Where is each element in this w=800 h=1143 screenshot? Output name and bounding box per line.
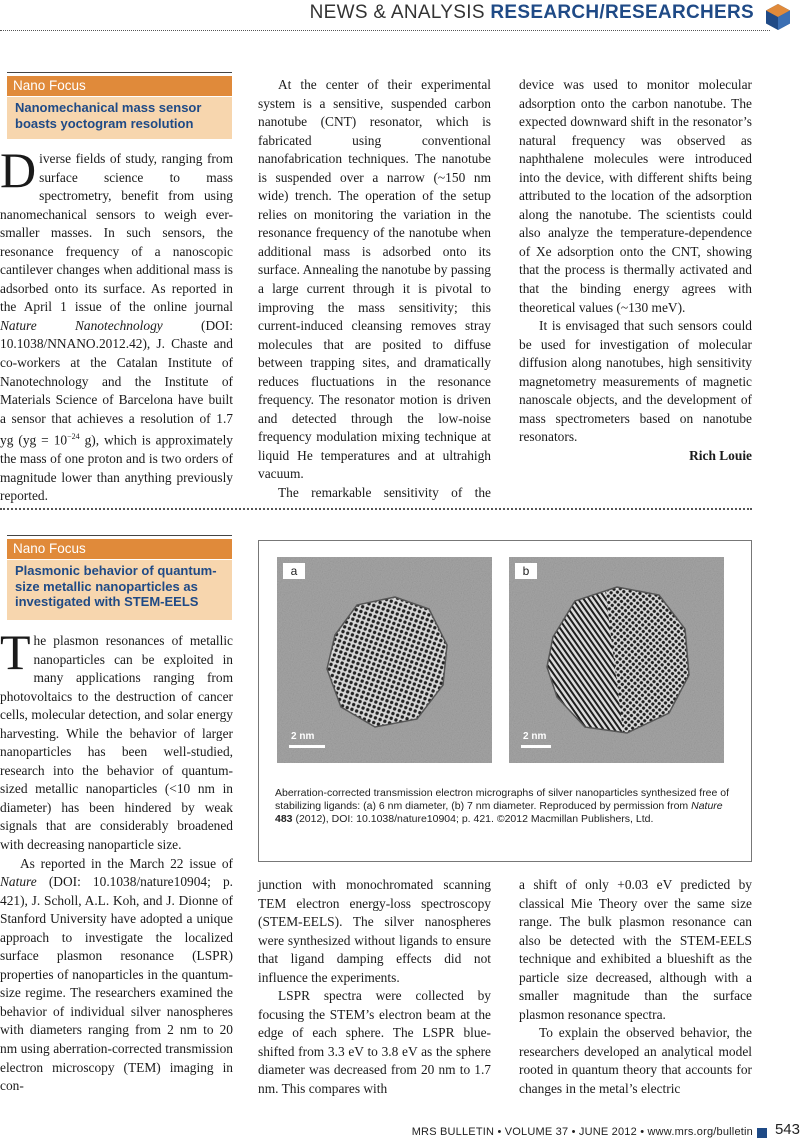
article1-column-1: Diverse fields of study, ranging from surface science to mass spectrometry, benefit from using nanomechanical sensors to weigh ever-smaller masses. In such sensors, the resonance frequency of a nanoscopic cantilever changes when additional mass is adsorbed onto its surface. As reported in the April 1 issue of the online journal Nature Nanotechnology (DOI: 10.1038/NNANO.2012.42), J. Chaste and co-workers at the Catalan Institute of Nanotechnology and the Institute of Materials Science of Barcelona have built a sensor that achieves a resolution of 1.7 yg ($yg = 10^{-24}$ g), which is approximately the mass of one proton and is two orders of magnitude lower than anything previously reported.	[0, 142, 234, 504]
journal-name: Nature Nanotechnology	[0, 317, 163, 333]
paragraph: junction with monochromated scanning TEM electron energy-loss spectroscopy (STEM-EELS). The silver nanospheres were synthesized without ligands to ensure that ligand damping effects did not influence the experiments.	[258, 877, 491, 985]
article1-column-3	[519, 76, 752, 465]
micrograph-a	[277, 557, 492, 763]
panel-label-a: a	[283, 563, 305, 579]
footer-url[interactable]: www.mrs.org/bulletin	[647, 1126, 753, 1138]
article-separator	[0, 508, 752, 510]
nano-focus-tab: Nano Focus	[7, 539, 232, 559]
paragraph: LSPR spectra were collected by focusing the STEM’s electron beam at the edge of each sphere. The LSPR blue-shifted from 3.3 eV to 3.8 eV as the sphere diameter was decreased from 20 nm to 1.7 nm. This compares with	[258, 988, 491, 1097]
panel-label-b: b	[515, 563, 537, 579]
box-top-rule	[7, 535, 232, 536]
footer-date: JUNE 2012	[578, 1126, 637, 1138]
drop-cap: D	[0, 142, 37, 198]
paragraph: To explain the observed behavior, the researchers developed an analytical model rooted in quantum theory that accounts for changes in the metal’s electric	[519, 1025, 752, 1097]
paragraph: device was used to monitor molecular adsorption onto the carbon nanotube. The expected downward shift in the resonator’s natural frequency was observed as naphthalene molecules were introduced into the device, with different shifts being attributed to the location of the adsorption along the nanotube. The scientists could also analyze the temperature-dependence of Xe adsorption onto the CNT, showing that the process is thermally activated and that the binding energy agrees with theoretical values (~130 meV).	[519, 77, 752, 315]
micrograph-b	[509, 557, 724, 763]
scale-bar	[289, 745, 325, 748]
article2-column-1: The plasmon resonances of metallic nanoparticles can be exploited in many applications ranging from photovoltaics to the destruction of cancer cells, molecular detection, and solar energy harvesting. While the behavior of larger nanoparticles has been well-studied, research into the behavior of quantum-sized metallic nanoparticles (<10 nm in diameter) has been hindered by weak signals that are considerably broadened with decreasing nanoparticle size. As reported in the March 22 issue of Nature (DOI: 10.1038/nature10904; p. 421), J. Scholl, A.L. Koh, and J. Dionne of Stanford University have adopted a unique approach to investigate the localized surface plasmon resonance (LSPR) properties of nanoparticles in the quantum-size regime. The researchers examined the behavior of individual silver nanospheres with diameters ranging from 2 nm to 20 nm using aberration-corrected transmission electron microscopy (TEM) imaging in con-	[0, 624, 233, 1094]
author-byline: Rich Louie	[689, 447, 752, 463]
paragraph: It is envisaged that such sensors could be used for investigation of molecular diffusion along nanotubes, high sensitivity magnetometry measurements of magnetic nanoscale objects, and the development of mass spectrometers based on nanotube resonators.	[519, 318, 752, 445]
section-header	[310, 2, 754, 24]
section-header-category: NEWS & ANALYSIS	[309, 2, 485, 23]
section-header-subcategory: RESEARCH/RESEARCHERS	[490, 2, 754, 23]
footer-journal: MRS BULLETIN	[411, 1126, 495, 1138]
paragraph: The remarkable sensitivity of the	[278, 485, 491, 501]
scale-label: 2 nm	[523, 731, 547, 742]
article1-column-2	[258, 76, 491, 503]
footer-volume: VOLUME 37	[504, 1126, 569, 1138]
article-title: Nanomechanical mass sensor boasts yoctogram resolution	[7, 97, 232, 139]
scale-label: 2 nm	[291, 731, 315, 742]
scale-bar	[521, 745, 551, 748]
page-number: 543	[774, 1121, 800, 1138]
mrs-hexagon-logo-icon	[764, 3, 792, 31]
paragraph: a shift of only +0.03 eV predicted by classical Mie Theory over the same size range. The bulk plasmon resonance can also be detected with the STEM-EELS technique and exhibited a blueshift as the particle size decreased, although with a smaller magnitude than the surface plasmon resonance spectra.	[519, 877, 752, 1022]
footer-square-icon	[757, 1128, 767, 1138]
figure-caption: Aberration-corrected transmission electron micrographs of silver nanoparticles synthesized free of stabilizing ligands: (a) 6 nm diameter, (b) 7 nm diameter. Reproduced by permission from Nature 483 (2012), DOI: 10.1038/nature10904; p. 421. ©2012 Macmillan Publishers, Ltd.	[275, 787, 730, 825]
box-top-rule	[7, 72, 232, 73]
drop-cap: T	[0, 624, 31, 680]
article2-column-2	[258, 876, 491, 1099]
paragraph: At the center of their experimental system is a sensitive, suspended carbon nanotube (CNT) resonator, which is fabricated using conventional nanofabrication techniques. The nanotube is suspended over a narrow (~150 nm wide) trench. The operation of the setup relies on monitoring the variation in the resonance frequency of the nanotube when additional mass is adsorbed onto its surface. Annealing the nanotube by passing a large current through it is pivotal to improving the mass sensitivity; this current-induced cleansing removes stray molecules that are posited to diffuse between trapping sites, and dramatically reduces fluctuations in the resonance frequency. The resonator motion is driven and detected through the low-noise frequency modulation mixing technique at liquid He temperatures and at ultrahigh vacuum.	[258, 77, 491, 482]
nano-focus-tab: Nano Focus	[7, 76, 232, 96]
header-rule	[0, 30, 770, 31]
page-footer: MRS BULLETIN • VOLUME 37 • JUNE 2012 • www.mrs.org/bulletin	[411, 1126, 753, 1138]
article2-column-3	[519, 876, 752, 1099]
figure-micrographs	[258, 540, 752, 862]
article-title: Plasmonic behavior of quantum-size metallic nanoparticles as investigated with STEM-EELS	[7, 560, 232, 620]
journal-name: Nature	[0, 874, 37, 890]
